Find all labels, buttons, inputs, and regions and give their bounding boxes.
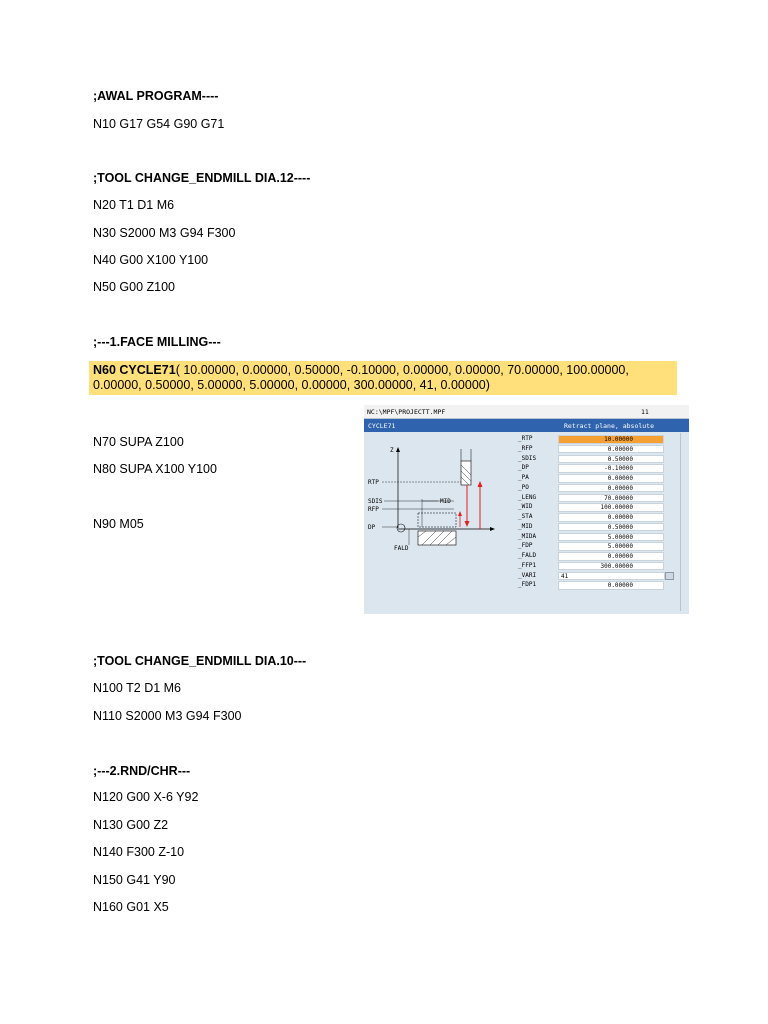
code-line-n60	[93, 363, 673, 393]
label-rfp: RFP	[368, 506, 379, 513]
param-label: _VARI	[518, 571, 537, 579]
param-label: _RFP	[518, 444, 533, 452]
code-line-n40: N40 G00 X100 Y100	[93, 253, 209, 267]
param-value-field[interactable]: 5.00000	[558, 533, 664, 542]
param-value-field[interactable]: 0.00000	[558, 552, 664, 561]
label-z: Z	[390, 447, 394, 454]
code-line-n140: N140 F300 Z-10	[93, 845, 185, 859]
x-axis-arrow	[490, 527, 495, 531]
code-line-n50: N50 G00 Z100	[93, 280, 175, 294]
param-label: _LENG	[518, 493, 537, 501]
code-line-n30: N30 S2000 M3 G94 F300	[93, 226, 236, 240]
param-value-field[interactable]: 0.00000	[558, 484, 664, 493]
param-label: _FFP1	[518, 561, 537, 569]
param-label: _FALD	[518, 552, 537, 559]
code-line-n80: N80 SUPA X100 Y100	[93, 462, 217, 476]
red-arrowhead-2	[478, 481, 483, 487]
red-arrowhead-3	[458, 511, 462, 516]
cycle-keyword: N60 CYCLE71	[93, 363, 176, 377]
tool-shape	[461, 461, 471, 485]
param-value-field[interactable]: 10.00000	[558, 435, 664, 444]
cnc-hint: Retract plane, absolute	[564, 422, 655, 430]
cnc-softkey-strip	[680, 433, 688, 611]
param-value-field[interactable]: 70.00000	[558, 494, 664, 503]
z-axis-arrow	[396, 447, 400, 452]
param-label: _RTP	[518, 435, 533, 442]
param-value-field[interactable]: 0.50000	[558, 455, 664, 464]
cnc-path: NC:\MPF\PROJECTT.MPF	[367, 408, 446, 416]
label-rtp: RTP	[368, 479, 379, 486]
comment-start-program: ;AWAL PROGRAM----	[93, 89, 219, 103]
param-label: _MID	[518, 522, 533, 530]
vari-toggle-button[interactable]	[665, 572, 674, 580]
param-label: _FDP	[518, 542, 533, 550]
param-value-field[interactable]: 0.00000	[558, 581, 664, 590]
code-line-n10: N10 G17 G54 G90 G71	[93, 117, 225, 131]
cnc-screenshot	[364, 405, 689, 614]
param-label: _MIDA	[518, 532, 537, 540]
param-value-field[interactable]: 0.00000	[558, 513, 664, 522]
comment-rnd-chr: ;---2.RND/CHR---	[93, 764, 191, 778]
param-value-field[interactable]: 0.50000	[558, 523, 664, 532]
code-line-n70: N70 SUPA Z100	[93, 435, 184, 449]
label-dp: DP	[368, 524, 376, 531]
param-value-field[interactable]: 0.00000	[558, 474, 664, 483]
param-label: _STA	[518, 513, 533, 520]
param-value-field[interactable]: 100.00000	[558, 503, 664, 512]
comment-tool-change-1: ;TOOL CHANGE_ENDMILL DIA.12----	[93, 171, 311, 185]
cnc-channel: 11	[641, 408, 649, 416]
cnc-path-bar	[364, 405, 689, 419]
cycle-diagram	[364, 433, 514, 553]
cnc-cycle-name: CYCLE71	[368, 422, 396, 430]
code-line-n120: N120 G00 X-6 Y92	[93, 790, 199, 804]
param-label: _FDP1	[518, 581, 537, 589]
param-value-field[interactable]: -0.10000	[558, 464, 664, 473]
param-value-field[interactable]: 41	[558, 572, 665, 581]
param-label: _SDIS	[518, 454, 537, 462]
code-line-n130: N130 G00 Z2	[93, 818, 169, 832]
param-label: _DP	[518, 464, 529, 472]
param-label: _WID	[518, 503, 533, 511]
code-line-n160: N160 G01 X5	[93, 900, 169, 914]
cycle-args: ( 10.00000, 0.00000, 0.50000, -0.10000, 0.00000, 0.00000, 70.00000, 100.00000, 0.00000, 0.50000, 5.00000, 5.00000, 0.00000, 300.00000, 41, 0.00000)	[93, 363, 629, 392]
stock-outline	[418, 513, 456, 527]
comment-face-milling: ;---1.FACE MILLING---	[93, 335, 221, 349]
comment-tool-change-2: ;TOOL CHANGE_ENDMILL DIA.10---	[93, 654, 307, 668]
code-line-n110: N110 S2000 M3 G94 F300	[93, 709, 242, 723]
param-label: _PA	[518, 474, 529, 481]
label-fald: FALD	[394, 545, 409, 552]
code-line-n100: N100 T2 D1 M6	[93, 681, 182, 695]
param-value-field[interactable]: 5.00000	[558, 542, 664, 551]
param-label: _PO	[518, 483, 529, 491]
code-line-n150: N150 G41 Y90	[93, 873, 176, 887]
red-arrowhead-1	[465, 521, 470, 527]
label-mid: MID	[440, 498, 451, 505]
label-sdis: SDIS	[368, 498, 383, 505]
code-line-n90: N90 M05	[93, 517, 144, 531]
code-line-n20: N20 T1 D1 M6	[93, 198, 175, 212]
param-value-field[interactable]: 0.00000	[558, 445, 664, 454]
cnc-title-bar	[364, 419, 689, 432]
param-value-field[interactable]: 300.00000	[558, 562, 664, 571]
